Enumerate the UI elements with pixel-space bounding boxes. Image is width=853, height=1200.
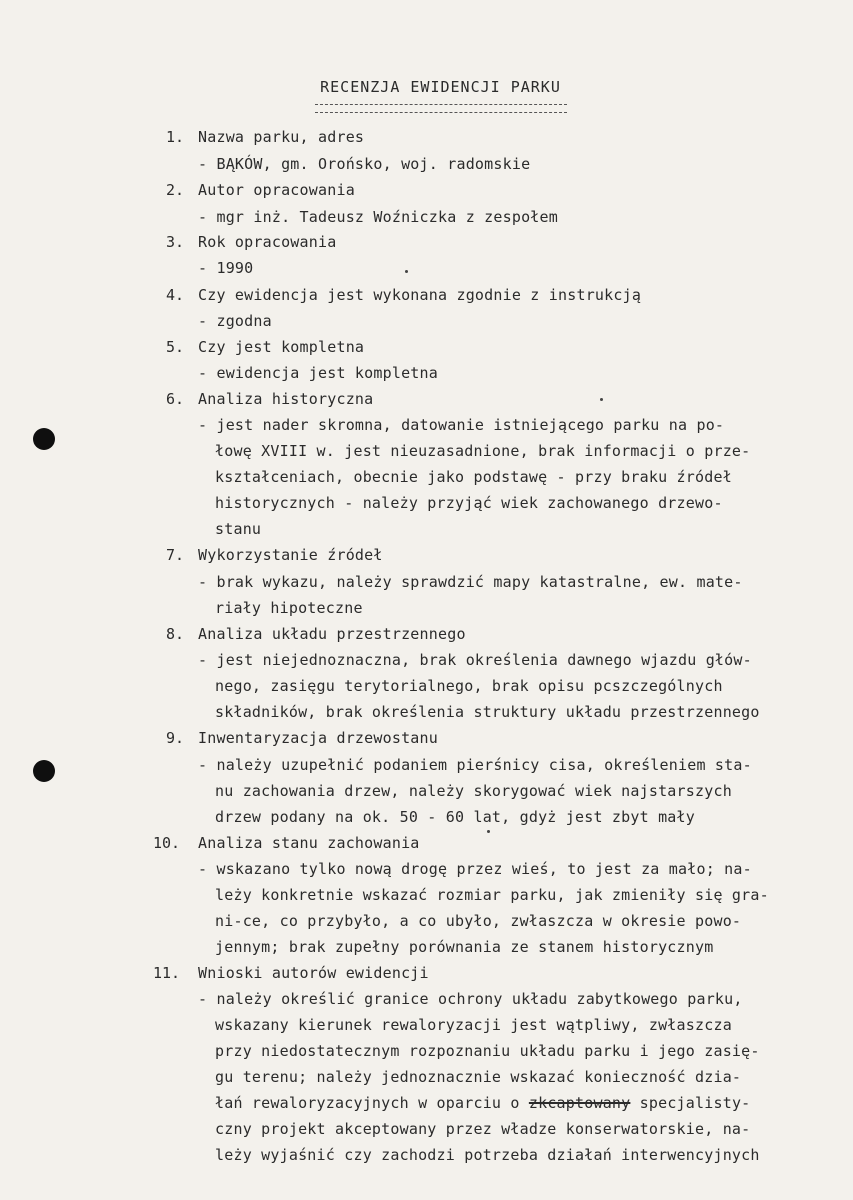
- ink-dot: [487, 830, 490, 833]
- document-title: RECENZJA EWIDENCJI PARKU: [320, 78, 561, 96]
- item-heading: Autor opracowania: [198, 181, 355, 199]
- item-text: - jest nader skromna, datowanie istniejącego parku na po-: [198, 416, 725, 434]
- ink-dot: [600, 398, 603, 401]
- struck-word: zkcaptowany: [528, 1094, 631, 1112]
- item-heading: Analiza stanu zachowania: [198, 834, 420, 852]
- item-text: - wskazano tylko nową drogę przez wieś, to jest za mało; na-: [198, 860, 752, 878]
- item-text: łowę XVIII w. jest nieuzasadnione, brak informacji o prze-: [215, 442, 751, 460]
- item-text: ni-ce, co przybyło, a co ubyło, zwłaszcza w okresie powo-: [215, 912, 742, 930]
- item-text: - należy określić granice ochrony układu zabytkowego parku,: [198, 990, 743, 1008]
- item-text: - brak wykazu, należy sprawdzić mapy katastralne, ew. mate-: [198, 573, 743, 591]
- item-heading: Nazwa parku, adres: [198, 128, 365, 146]
- item-heading: Wnioski autorów ewidencji: [198, 964, 429, 982]
- item-text: stanu: [215, 520, 262, 538]
- item-text: - ewidencja jest kompletna: [198, 364, 438, 382]
- item-number: 5.: [166, 338, 185, 356]
- item-text: drzew podany na ok. 50 - 60 lat, gdyż jest zbyt mały: [215, 808, 695, 826]
- ink-dot: [405, 270, 408, 273]
- item-number: 6.: [166, 390, 185, 408]
- item-text: nu zachowania drzew, należy skorygować wiek najstarszych: [215, 782, 732, 800]
- item-heading: Czy ewidencja jest wykonana zgodnie z instrukcją: [198, 286, 642, 304]
- item-text: nego, zasięgu terytorialnego, brak opisu pcszczególnych: [215, 677, 723, 695]
- item-text: historycznych - należy przyjąć wiek zachowanego drzewo-: [215, 494, 723, 512]
- item-heading: Wykorzystanie źródeł: [198, 546, 383, 564]
- item-number: 10.: [153, 834, 181, 852]
- item-heading: Czy jest kompletna: [198, 338, 365, 356]
- item-text: - 1990: [198, 259, 254, 277]
- item-number: 2.: [166, 181, 185, 199]
- punch-hole: [33, 428, 55, 450]
- item-text: riały hipoteczne: [215, 599, 363, 617]
- item-text: składników, brak określenia struktury układu przestrzennego: [215, 703, 760, 721]
- item-text: przy niedostatecznym rozpoznaniu układu parku i jego zasię-: [215, 1042, 760, 1060]
- item-text: - jest niejednoznaczna, brak określenia dawnego wjazdu głów-: [198, 651, 752, 669]
- item-text: wskazany kierunek rewaloryzacji jest wątpliwy, zwłaszcza: [215, 1016, 732, 1034]
- item-number: 9.: [166, 729, 185, 747]
- item-number: 7.: [166, 546, 185, 564]
- item-heading: Rok opracowania: [198, 233, 337, 251]
- item-number: 1.: [166, 128, 185, 146]
- item-text: łań rewaloryzacyjnych w oparciu o zkcaptowany specjalisty-: [215, 1094, 751, 1112]
- item-number: 8.: [166, 625, 185, 643]
- item-heading: Analiza historyczna: [198, 390, 374, 408]
- item-number: 3.: [166, 233, 185, 251]
- title-underline: [315, 104, 567, 113]
- item-text: leży konkretnie wskazać rozmiar parku, jak zmieniły się gra-: [215, 886, 769, 904]
- item-text: czny projekt akceptowany przez władze konserwatorskie, na-: [215, 1120, 751, 1138]
- item-number: 4.: [166, 286, 185, 304]
- item-text: - zgodna: [198, 312, 272, 330]
- item-text: - należy uzupełnić podaniem pierśnicy cisa, określeniem sta-: [198, 756, 752, 774]
- item-heading: Inwentaryzacja drzewostanu: [198, 729, 438, 747]
- item-number: 11.: [153, 964, 181, 982]
- punch-hole: [33, 760, 55, 782]
- item-text: - mgr inż. Tadeusz Woźniczka z zespołem: [198, 208, 558, 226]
- item-text: jennym; brak zupełny porównania ze stanem historycznym: [215, 938, 714, 956]
- item-text: kształceniach, obecnie jako podstawę - przy braku źródeł: [215, 468, 732, 486]
- item-text: gu terenu; należy jednoznacznie wskazać konieczność dzia-: [215, 1068, 742, 1086]
- item-text: leży wyjaśnić czy zachodzi potrzeba działań interwencyjnych: [215, 1146, 760, 1164]
- item-text: - BĄKÓW, gm. Orońsko, woj. radomskie: [198, 155, 531, 173]
- item-heading: Analiza układu przestrzennego: [198, 625, 466, 643]
